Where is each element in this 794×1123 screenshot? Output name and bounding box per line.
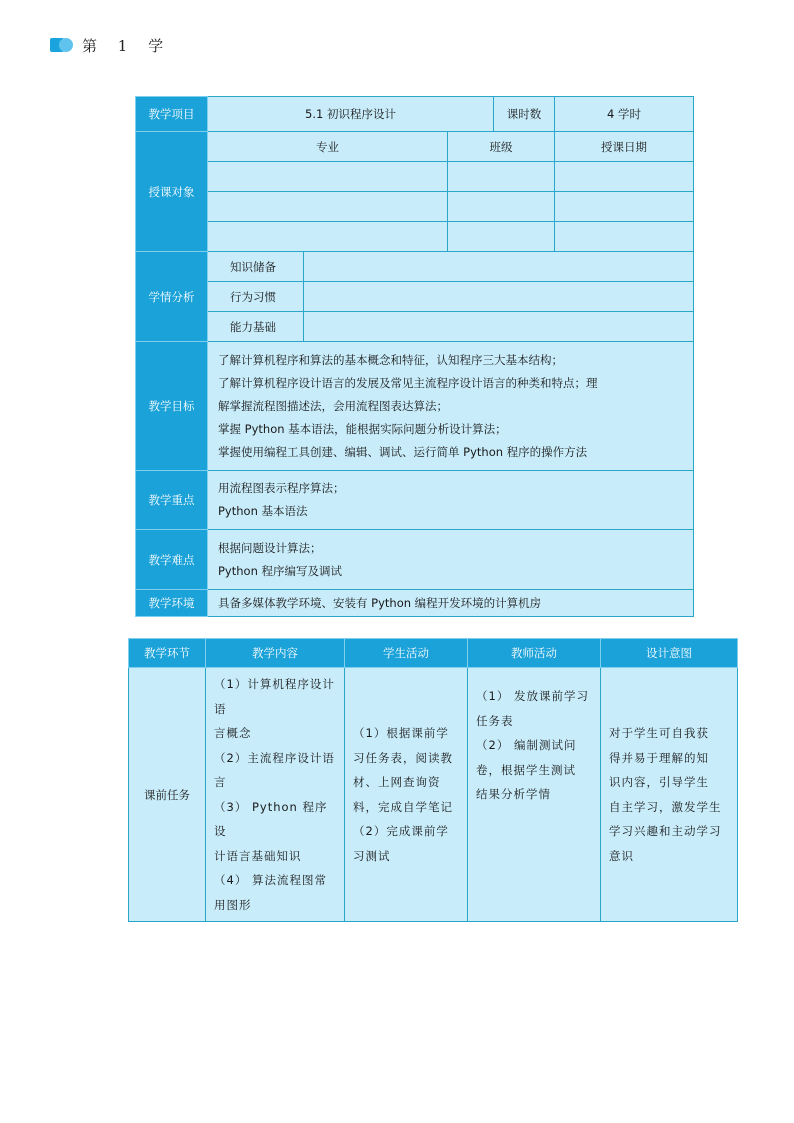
audience-col-date: 授课日期	[555, 132, 694, 162]
process-header-stage: 教学环节	[129, 639, 206, 668]
teacher-line: 任务表	[476, 713, 514, 728]
chapter-logo-icon	[50, 38, 74, 52]
goals-label: 教学目标	[136, 342, 208, 471]
env-value: 具备多媒体教学环境、安装有 Python 编程开发环境的计算机房	[208, 590, 694, 617]
student-line: （2）完成课前学	[353, 824, 449, 838]
content-line: 用图形	[214, 897, 252, 912]
goal-line: 了解计算机程序和算法的基本概念和特征，认知程序三大基本结构；	[218, 352, 563, 367]
project-value: 5.1 初识程序设计	[208, 97, 494, 132]
intent-line: 得并易于理解的知	[609, 750, 709, 765]
goals-text	[208, 342, 694, 471]
teacher-line: （1） 发放课前学习	[476, 689, 589, 703]
process-header-teacher: 教师活动	[468, 639, 601, 668]
analysis-value	[304, 312, 694, 342]
audience-cell	[208, 162, 448, 192]
analysis-item-behavior: 行为习惯	[208, 282, 304, 312]
teacher-line: 卷，根据学生测试	[476, 762, 576, 777]
student-line: 材、上网查询资	[353, 775, 441, 789]
audience-cell	[448, 162, 555, 192]
key-label: 教学重点	[136, 471, 208, 530]
audience-cell	[448, 222, 555, 252]
intent-line: 自主学习，激发学生	[609, 799, 722, 814]
difficult-point-line: Python 程序编写及调试	[218, 563, 343, 578]
student-line: （1）根据课前学	[353, 726, 449, 740]
student-line: 习任务表，阅读教	[353, 750, 453, 765]
content-line: （4） 算法流程图常	[214, 873, 327, 887]
audience-label: 授课对象	[136, 132, 208, 252]
difficult-points	[208, 530, 694, 590]
process-row-label: 课前任务	[129, 668, 206, 922]
intent-line: 意识	[609, 848, 634, 863]
difficult-label: 教学难点	[136, 530, 208, 590]
student-line: 料，完成自学笔记	[353, 799, 453, 814]
intent-line: 学习兴趣和主动学习	[609, 824, 722, 838]
analysis-label: 学情分析	[136, 252, 208, 342]
key-point-line: 用流程图表示程序算法；	[218, 481, 345, 495]
content-line: 计语言基础知识	[214, 848, 302, 863]
chapter-title: 第 1 学	[82, 36, 172, 55]
key-points	[208, 471, 694, 530]
student-line: 习测试	[353, 848, 391, 863]
analysis-value	[304, 252, 694, 282]
teacher-line: （2） 编制测试问	[476, 738, 577, 752]
hours-value: 4 学时	[555, 97, 694, 132]
content-line: （2）主流程序设计语言	[214, 750, 335, 789]
analysis-item-knowledge: 知识储备	[208, 252, 304, 282]
key-point-line: Python 基本语法	[218, 504, 308, 518]
difficult-point-line: 根据问题设计算法；	[218, 540, 322, 555]
page-header	[50, 34, 171, 56]
audience-cell	[555, 222, 694, 252]
goal-line: 掌握 Python 基本语法，能根据实际问题分析设计算法；	[218, 421, 507, 436]
audience-cell	[555, 162, 694, 192]
process-header-student: 学生活动	[345, 639, 468, 668]
goal-line: 了解计算机程序设计语言的发展及常见主流程序设计语言的种类和特点；理	[218, 375, 598, 390]
process-intent	[601, 668, 738, 922]
process-content	[206, 668, 345, 922]
audience-cell	[448, 192, 555, 222]
analysis-value	[304, 282, 694, 312]
project-label: 教学项目	[136, 97, 208, 132]
lesson-plan-table	[135, 96, 694, 617]
process-header-content: 教学内容	[206, 639, 345, 668]
audience-col-class: 班级	[448, 132, 555, 162]
teaching-process-table	[128, 638, 738, 922]
content-line: 言概念	[214, 726, 252, 740]
env-label: 教学环境	[136, 590, 208, 617]
goal-line: 掌握使用编程工具创建、编辑、调试、运行简单 Python 程序的操作方法	[218, 444, 588, 459]
teacher-line: 结果分析学情	[476, 787, 551, 801]
analysis-item-ability: 能力基础	[208, 312, 304, 342]
process-header-intent: 设计意图	[601, 639, 738, 668]
content-line: （3） Python 程序设	[214, 799, 328, 838]
audience-cell	[208, 222, 448, 252]
intent-line: 对于学生可自我获	[609, 726, 709, 740]
audience-cell	[208, 192, 448, 222]
process-student	[345, 668, 468, 922]
hours-label: 课时数	[494, 97, 555, 132]
content-line: （1）计算机程序设计语	[214, 677, 335, 716]
goal-line: 解掌握流程图描述法，会用流程图表达算法；	[218, 398, 448, 413]
process-teacher	[468, 668, 601, 922]
intent-line: 识内容，引导学生	[609, 775, 709, 789]
audience-cell	[555, 192, 694, 222]
audience-col-major: 专业	[208, 132, 448, 162]
